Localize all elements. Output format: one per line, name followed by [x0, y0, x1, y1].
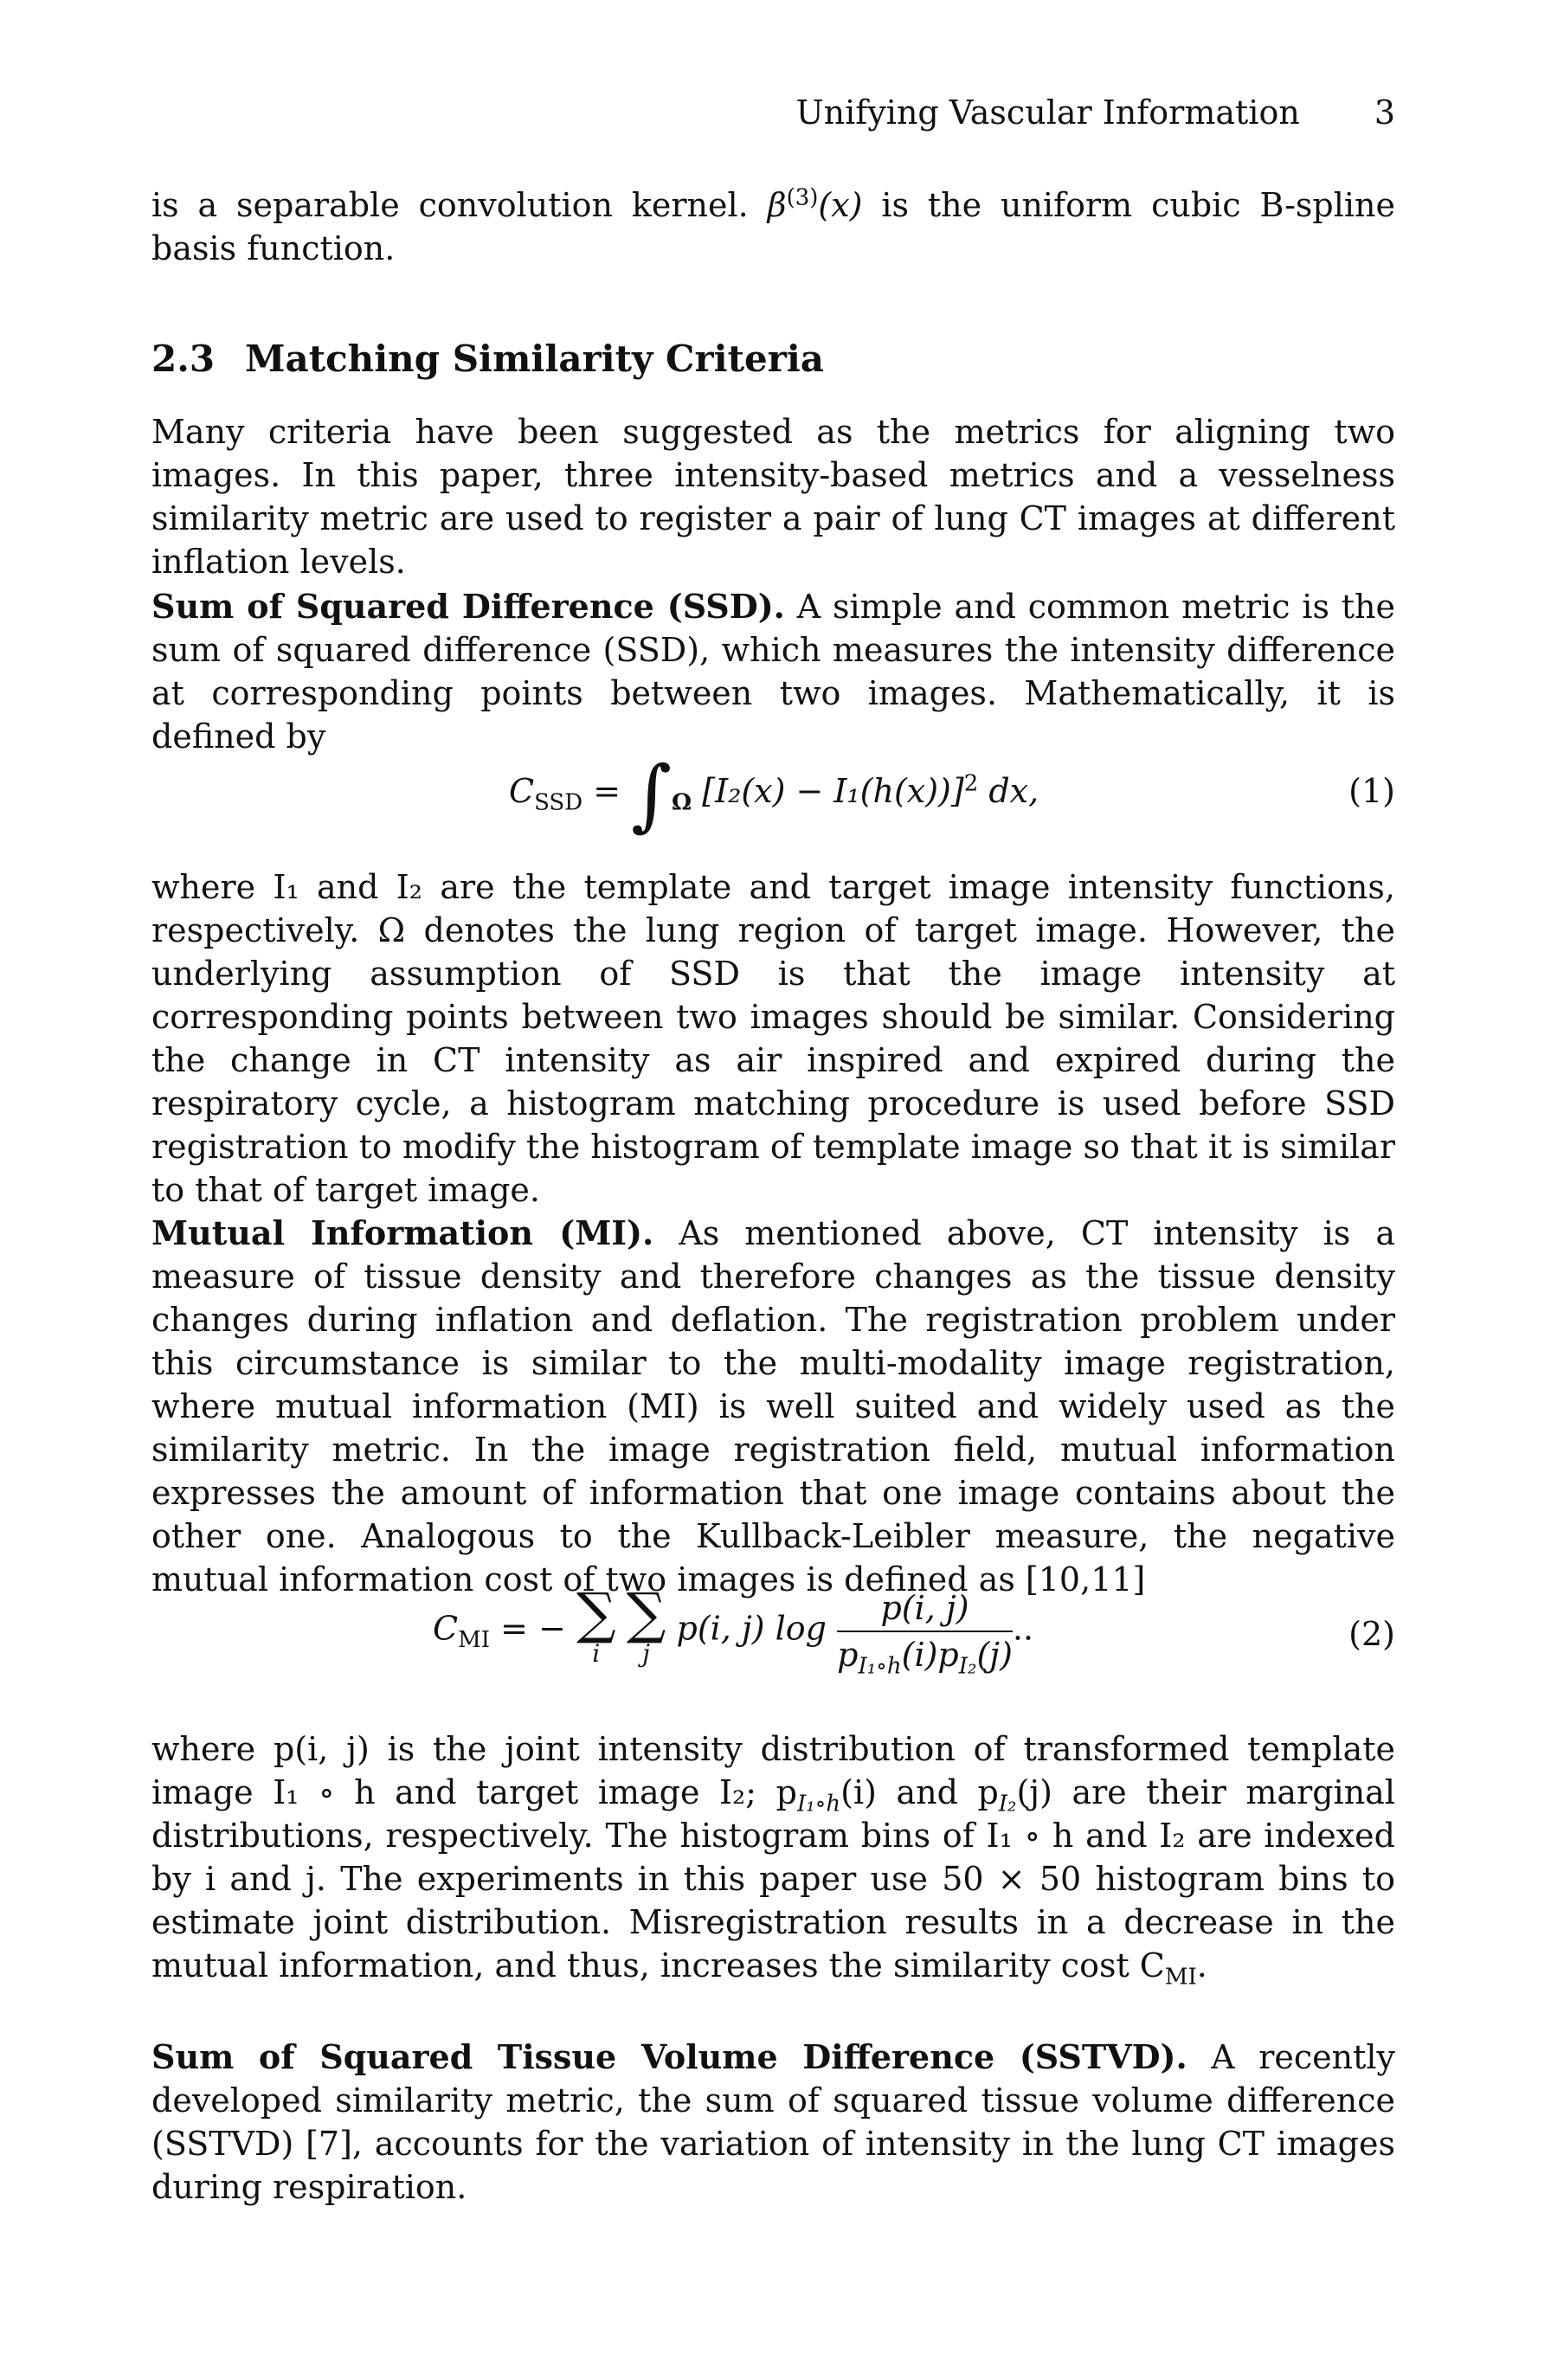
sstvd-heading: Sum of Squared Tissue Volume Difference (SSTVD). — [151, 2037, 1187, 2076]
eq2-numerator: p(i, j) — [837, 1589, 1013, 1632]
eq2-den-sub1: I₁∘h — [858, 1653, 902, 1680]
eq2-term: p(i, j) log — [676, 1609, 827, 1648]
eq1-number: (1) — [1348, 772, 1395, 810]
eq1-lhs-sub: SSD — [534, 789, 583, 816]
mi-after-sub3: MI — [1164, 1964, 1197, 1991]
section-intro-paragraph: Many criteria have been suggested as the metrics for aligning two images. In this paper, three intensity-based metrics and a vesselness similarity metric are used to register a pair of lung CT images at different inflation levels. — [151, 413, 1395, 581]
equation-1-formula — [509, 749, 1039, 840]
eq2-denominator — [837, 1632, 1013, 1680]
eq2-sum-j-index: j — [642, 1639, 650, 1668]
eq1-domain: Ω — [672, 789, 692, 816]
eq2-trail: .. — [1012, 1609, 1034, 1648]
eq2-den-mid: (i)p — [901, 1636, 959, 1674]
section-title: Matching Similarity Criteria — [245, 338, 824, 380]
ssd-after-paragraph: where I₁ and I₂ are the template and target image intensity functions, respectively. Ω denotes the lung region of target image. However, the underlying assumption of SSD is that the image intensity at corresponding points between two images should be similar. Considering the change in CT intensity as air inspired and expired during the respiratory cycle, a histogram matching procedure is used before SSD registration to modify the histogram of template image so that it is similar to that of target image. — [151, 868, 1395, 1209]
eq2-number: (2) — [1348, 1615, 1395, 1653]
mi-after-a: where p(i, j) is the joint intensity distribution of transformed template image I₁ ∘ h and target image I₂; p — [151, 1730, 1395, 1811]
eq2-den-sub2: I₂ — [958, 1653, 977, 1680]
running-title: Unifying Vascular Information — [795, 93, 1300, 132]
mi-after-paragraph — [151, 1727, 1395, 1991]
eq1-integrand: [I₂(x) − I₁(h(x))] — [702, 772, 964, 810]
equation-1 — [151, 749, 1395, 850]
page-number: 3 — [1374, 93, 1395, 132]
mi-after-sub2: I₂ — [998, 1791, 1017, 1817]
eq1-power: 2 — [963, 770, 979, 797]
mi-after-sub1: I₁∘h — [796, 1791, 841, 1817]
eq2-lhs-sub: MI — [458, 1627, 490, 1654]
eq2-equals: = − — [500, 1609, 566, 1648]
equation-2 — [151, 1582, 1395, 1701]
mi-after-b: (i) and p — [840, 1773, 999, 1811]
eq2-sum-j: ∑ — [626, 1582, 666, 1646]
equation-2-formula — [433, 1582, 1034, 1680]
mi-body: As mentioned above, CT intensity is a measure of tissue density and therefore changes as the tissue density changes during inflation and deflation. The registration problem under this circumstance is similar to the multi-modality image registration, where mutual information (MI) is well suited and widely used as the similarity metric. In the image registration field, mutual information expresses the amount of information that one image contains about the other one. Analogous to the Kullback-Leibler measure, the negative mutual information cost of two images is defined as [10,11] — [151, 1214, 1395, 1598]
mi-after-c: (j) are their marginal distributions, respectively. The histogram bins of I₁ ∘ h and I₂ are indexed by i and j. The experiments in this paper use 50 × 50 histogram bins to estimate joint distribution. Misregistration results in a decrease in the mutual information, and thus, increases the similarity cost C — [151, 1773, 1395, 1984]
beta-argument: (x) — [818, 186, 863, 224]
eq2-fraction — [837, 1589, 1013, 1680]
ssd-paragraph — [151, 585, 1395, 758]
ssd-heading: Sum of Squared Difference (SSD). — [151, 587, 785, 626]
eq2-sum-i: ∑ — [576, 1582, 616, 1646]
beta-superscript: (3) — [786, 184, 819, 211]
sstvd-paragraph — [151, 2036, 1395, 2209]
ssd-body: A simple and common metric is the sum of squared difference (SSD), which measures the intensity difference at corresponding points between two images. Mathematically, it is defined by — [151, 588, 1395, 756]
beta-symbol: β — [767, 186, 787, 224]
eq2-lhs: C — [433, 1609, 459, 1648]
section-number: 2.3 — [151, 338, 216, 380]
intro-text-a: is a separable convolution kernel. — [151, 186, 768, 224]
running-header — [151, 93, 1395, 132]
eq1-equals: = — [593, 772, 621, 810]
sstvd-body: A recently developed similarity metric, the sum of squared tissue volume difference (SSTVD) [7], accounts for the variation of intensity in the lung CT images during respiration. — [151, 2038, 1395, 2206]
mi-heading: Mutual Information (MI). — [151, 1213, 654, 1252]
eq1-integral: ∫ — [631, 749, 673, 840]
section-heading — [151, 338, 824, 380]
eq2-den-end: (j) — [976, 1636, 1013, 1674]
mi-paragraph — [151, 1212, 1395, 1601]
mi-after-d: . — [1196, 1946, 1207, 1984]
eq1-dx: dx, — [988, 772, 1039, 810]
eq1-lhs: C — [509, 772, 535, 810]
eq2-sum-i-index: i — [592, 1639, 601, 1668]
intro-text-b: is the uniform cubic B-spline basis function. — [151, 186, 1396, 267]
eq2-den-p: p — [837, 1636, 859, 1674]
intro-paragraph — [151, 183, 1395, 270]
